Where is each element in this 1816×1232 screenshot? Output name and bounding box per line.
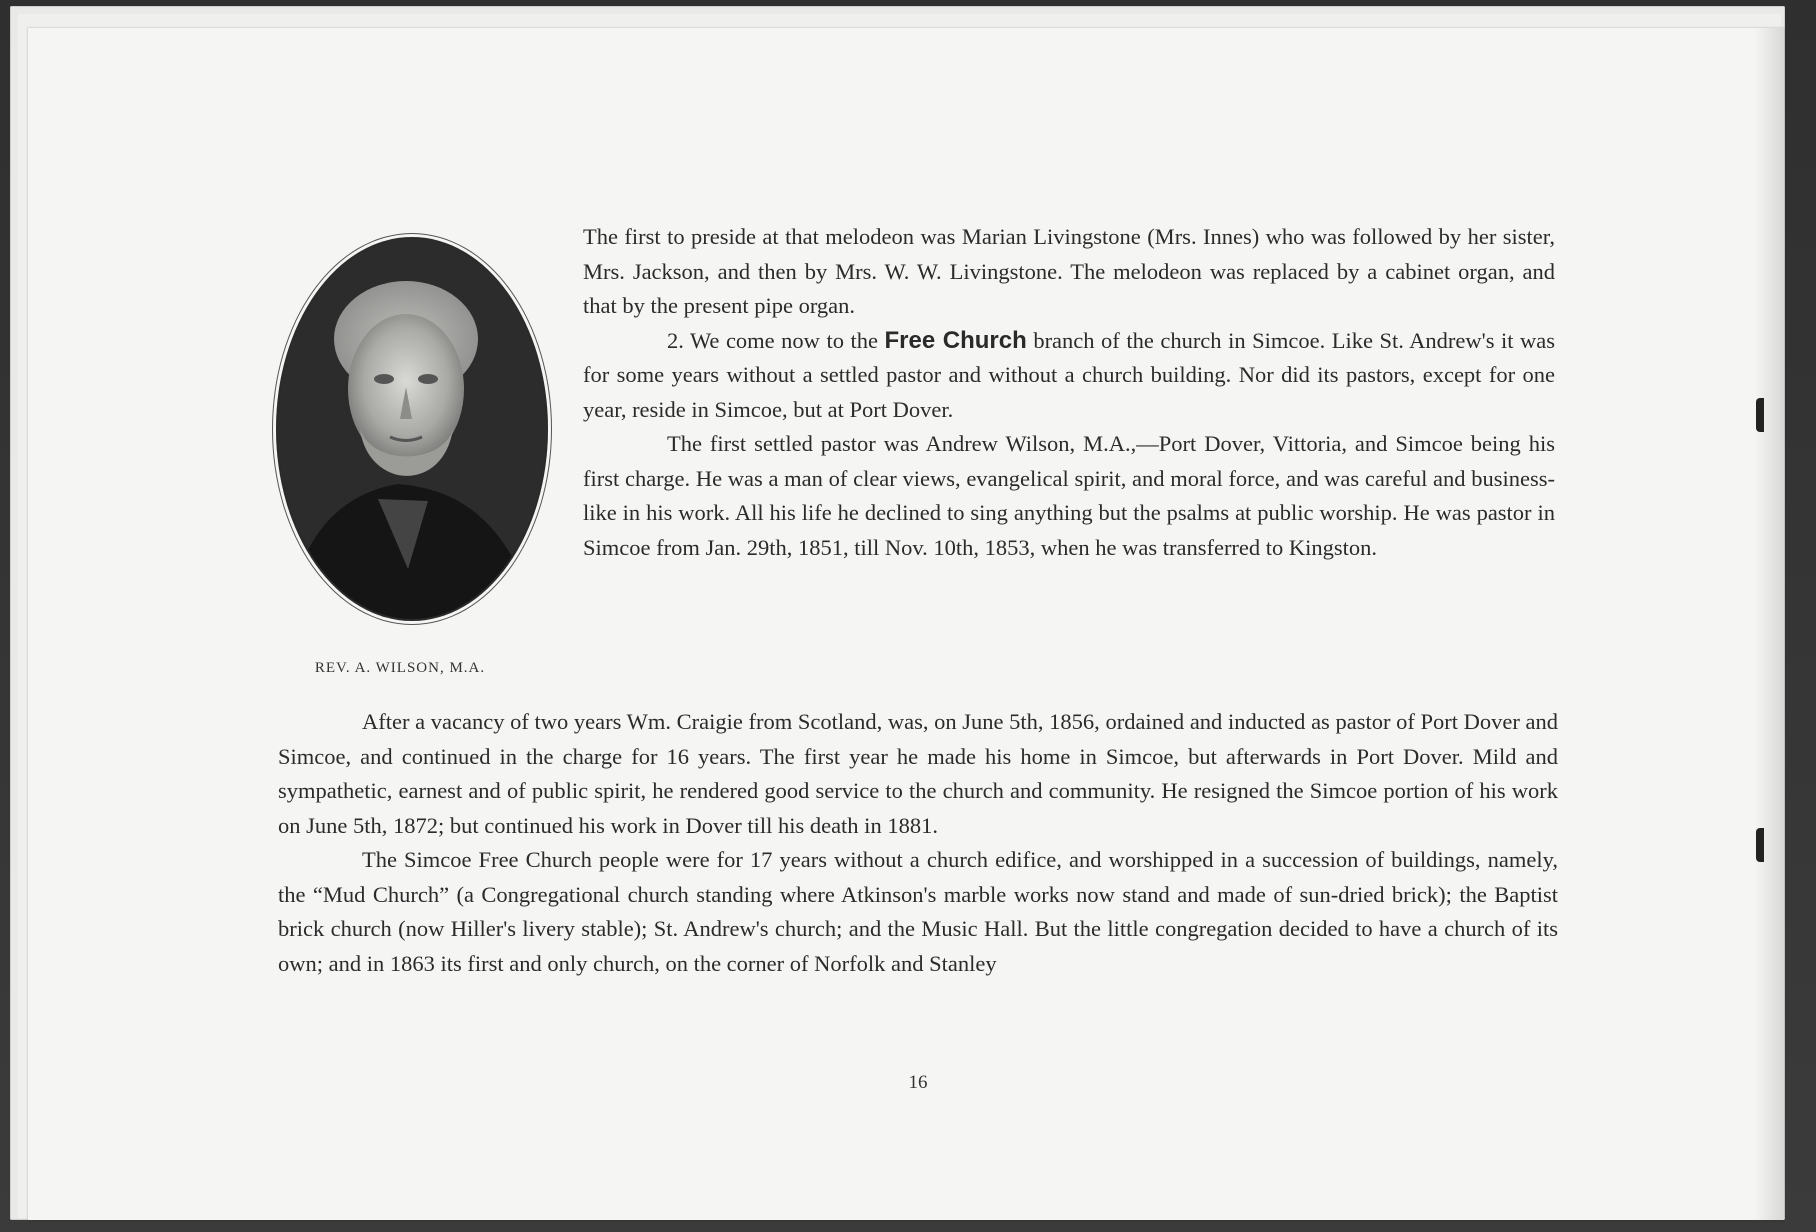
free-church-heading: Free Church (884, 326, 1027, 354)
paragraph-wm-craigie: After a vacancy of two years Wm. Craigie from Scotland, was, on June 5th, 1856, ordained and inducted as pastor of Port Dover and Simcoe, and continued in the charge for 16 years. The first year he made his home in Simcoe, but afterwards in Port Dover. Mild and sympathetic, earnest and of public spirit, he rendered good service to the church and community. He resigned the Simcoe portion of his work on June 5th, 1872; but continued his work in Dover till his death in 1881. (278, 709, 1558, 838)
text-column-lower (278, 705, 1558, 981)
para2-before: 2. We come now to the (667, 327, 878, 353)
page-number: 16 (908, 1072, 928, 1093)
page-tab-marker (1756, 828, 1764, 862)
text-column-upper (583, 220, 1555, 565)
paragraph-free-church (583, 324, 1555, 428)
portrait-figure (250, 210, 550, 680)
para2-after: branch of the church in Simcoe. Like St. Andrew's it was for some years without a settled pastor and without a church building. Nor did its pastors, except for one year, reside in Simcoe, but at Port Dover. (583, 327, 1555, 422)
paragraph-melodeon: The first to preside at that melodeon was Marian Livingstone (Mrs. Innes) who was followed by her sister, Mrs. Jackson, and then by Mrs. W. W. Livingstone. The melodeon was replaced by a cabinet organ, and that by the present pipe organ. (583, 224, 1555, 318)
portrait-illustration (278, 239, 546, 619)
portrait-photo (276, 237, 548, 621)
page-tab-marker (1756, 398, 1764, 432)
portrait-caption: REV. A. WILSON, M.A. (314, 660, 486, 676)
paragraph-church-edifice: The Simcoe Free Church people were for 17 years without a church edifice, and worshipped in a succession of buildings, namely, the “Mud Church” (a Congregational church standing where Atkinson's marble works now stand and made of sun-dried brick); the Baptist brick church (now Hiller's livery stable); St. Andrew's church; and the Music Hall. But the little congregation decided to have a church of its own; and in 1863 its first and only church, on the corner of Norfolk and Stanley (278, 847, 1558, 976)
page-gutter-shadow (1754, 28, 1784, 1220)
paragraph-andrew-wilson: The first settled pastor was Andrew Wilson, M.A.,—Port Dover, Vittoria, and Simcoe being his first charge. He was a man of clear views, evangelical spirit, and moral force, and was careful and business-like in his work. All his life he declined to sing anything but the psalms at public worship. He was pastor in Simcoe from Jan. 29th, 1851, till Nov. 10th, 1853, when he was transferred to Kingston. (583, 431, 1555, 560)
